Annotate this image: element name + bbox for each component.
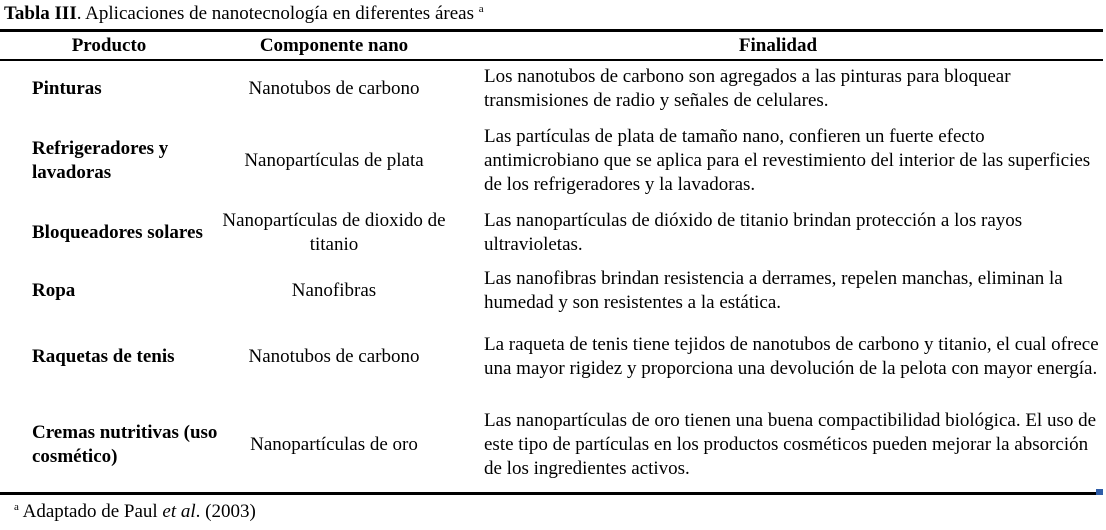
cell-finalidad: Las nanofibras brindan resistencia a derrames, repelen manchas, eliminan la humedad y son resistentes a la estática.: [484, 268, 1063, 313]
table-caption-text: . Aplicaciones de nanotecnología en diferentes áreas: [76, 3, 479, 24]
cell-producto: Bloqueadores solares: [32, 222, 203, 243]
table-row: [0, 266, 1106, 316]
corner-marker-icon: [1096, 489, 1103, 495]
cell-finalidad: Las nanopartículas de dióxido de titanio brindan protección a los rayos ultravioletas.: [484, 210, 1023, 255]
table-caption-marker: a: [478, 3, 484, 15]
cell-finalidad: La raqueta de tenis tiene tejidos de nanotubos de carbono y titanio, el cual ofrece una mayor rigidez y proporciona una devolución de la pelota con mayor energía.: [484, 334, 1099, 379]
footnote-prefix: Adaptado de Paul: [18, 501, 163, 522]
table-row: [0, 124, 1106, 198]
cell-componente: Nanopartículas de dioxido de titanio: [222, 210, 446, 255]
cell-componente: Nanopartículas de plata: [244, 150, 424, 171]
table-header-rule: [0, 59, 1103, 61]
footnote-suffix: . (2003): [195, 501, 256, 522]
cell-producto: Ropa: [32, 280, 76, 301]
table-bottom-rule: [0, 492, 1103, 495]
header-finalidad: Finalidad: [738, 35, 818, 56]
footnote-etal: et al: [162, 501, 196, 522]
table-top-rule: [0, 29, 1103, 32]
table-row: [0, 208, 1106, 258]
table-caption: [4, 3, 484, 25]
cell-producto: Raquetas de tenis: [32, 346, 175, 367]
cell-finalidad: Las nanopartículas de oro tienen una buena compactibilidad biológica. El uso de este tipo de partículas en los productos cosméticos pueden mejorar la absorción de los ingredientes activos.: [484, 410, 1097, 479]
header-producto: Producto: [71, 35, 147, 56]
header-componente-nano: Componente nano: [259, 35, 409, 56]
footnote-marker: a: [14, 501, 19, 513]
cell-componente: Nanofibras: [291, 280, 377, 301]
table-row: [0, 408, 1106, 482]
cell-producto: Refrigeradores y lavadoras: [32, 138, 169, 183]
cell-componente: Nanotubos de carbono: [248, 78, 420, 99]
table-caption-label: Tabla III: [4, 3, 77, 24]
table-footnote: [14, 501, 256, 523]
table-row: [0, 320, 1106, 394]
cell-producto: Cremas nutritivas (uso cosmético): [32, 422, 218, 467]
table-row: [0, 64, 1106, 114]
cell-finalidad: Las partículas de plata de tamaño nano, confieren un fuerte efecto antimicrobiano que se aplica para el revestimiento del interior de las superficies de los refrigeradores y la lavadoras.: [484, 126, 1091, 195]
cell-componente: Nanotubos de carbono: [248, 346, 420, 367]
cell-producto: Pinturas: [32, 78, 102, 99]
cell-componente: Nanopartículas de oro: [250, 434, 418, 455]
cell-finalidad: Los nanotubos de carbono son agregados a las pinturas para bloquear transmisiones de radio y señales de celulares.: [484, 66, 1011, 111]
